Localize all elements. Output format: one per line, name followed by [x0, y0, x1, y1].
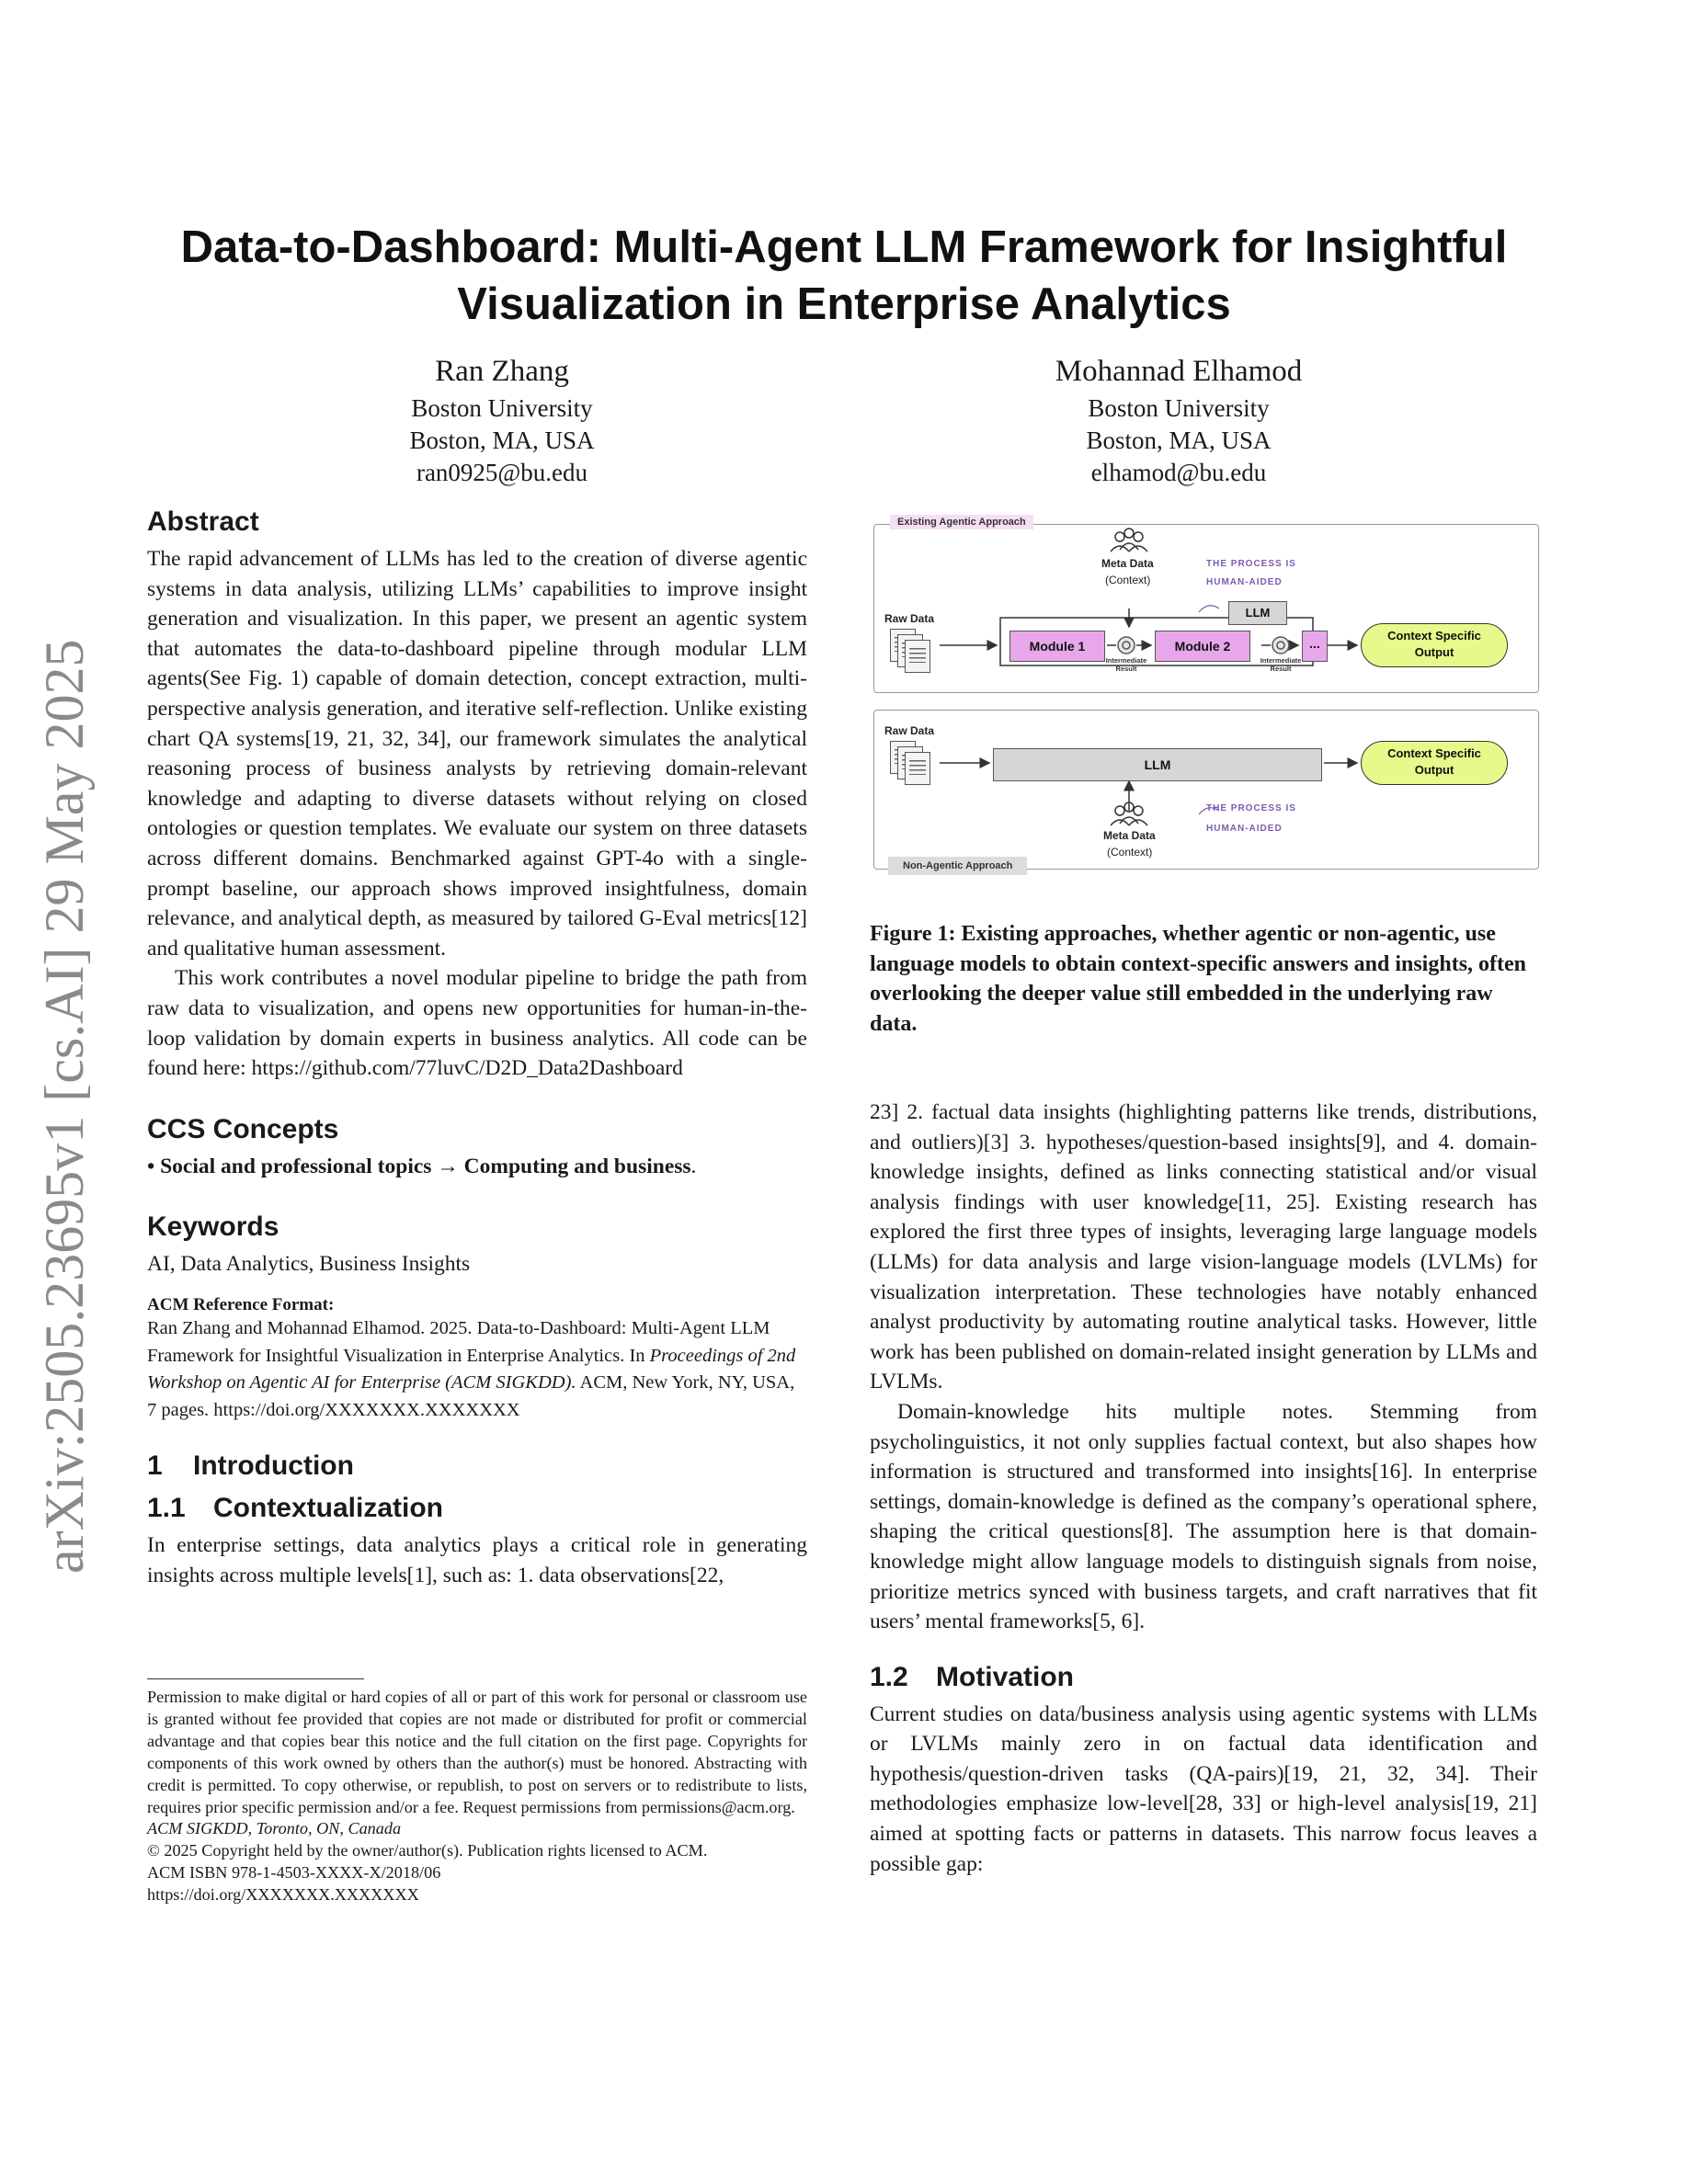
figure-1-diagram — [862, 511, 1543, 875]
output-label-line-1: Context Specific — [1387, 629, 1481, 643]
abstract-heading: Abstract — [147, 506, 259, 537]
keywords-text: AI, Data Analytics, Business Insights — [147, 1252, 471, 1277]
footnote-isbn: ACM ISBN 978-1-4503-XXXX-X/2018/06 — [147, 1863, 441, 1883]
module-1-box: Module 1 — [1009, 631, 1105, 662]
right-column — [870, 1098, 1537, 1879]
result-label: Result — [1270, 665, 1292, 673]
section-title: Motivation — [936, 1661, 1074, 1692]
author-affiliation: Boston University — [411, 394, 593, 422]
footnote-doi[interactable]: https://doi.org/XXXXXXX.XXXXXXX — [147, 1885, 419, 1905]
right-paragraph-1: 23] 2. factual data insights (highlighting patterns like trends, distributions, and outliers)[3] 3. hypotheses/question-based insights[9], and 4. domain-knowledge insights, defined as links connecting statistical and/or visual analysis findings with user knowledge[11, 25]. Existing research has explored the first three types of insights, leveraging large language models (LLMs) for data analysis and large vision-language models (LVLMs) for visualization interpretation. These technologies have notably enhanced analyst productivity by automating routine analytical tasks. However, little work has been published on domain-related insight generation by LLMs and LVLMs. — [870, 1100, 1537, 1394]
section-number: 1.2 — [870, 1661, 908, 1692]
context-specific-output-top — [1361, 623, 1508, 667]
section-title: Contextualization — [213, 1493, 444, 1524]
author-email[interactable]: elhamod@bu.edu — [1090, 459, 1267, 486]
human-aided-note-line-1: THE PROCESS IS — [1206, 559, 1296, 569]
output-label-line-1: Context Specific — [1387, 746, 1481, 760]
footnote-venue: ACM SIGKDD, Toronto, ON, Canada — [147, 1819, 402, 1838]
intermediate-result-label-2 — [1258, 656, 1304, 673]
section-introduction — [147, 1448, 807, 1484]
left-column — [147, 504, 807, 1591]
author-location: Boston, MA, USA — [1086, 427, 1272, 454]
ccs-concepts — [147, 1152, 807, 1182]
author-affiliation: Boston University — [1088, 394, 1270, 422]
section-number: 1.1 — [147, 1493, 186, 1524]
permission-footnote — [147, 1687, 807, 1906]
acm-ref-venue: Proceedings of 2nd Workshop on Agentic AI for Enterprise (ACM SIGKDD). — [147, 1345, 796, 1393]
footnote-rule — [147, 1678, 364, 1679]
ccs-concept-text: Social and professional topics → Computing and business — [160, 1154, 691, 1178]
section-number: 1 — [147, 1450, 163, 1482]
section-title: Introduction — [193, 1450, 354, 1482]
ccs-bullet: • — [147, 1154, 161, 1178]
author-1 — [318, 351, 686, 489]
author-email[interactable]: ran0925@bu.edu — [416, 459, 588, 486]
context-label: (Context) — [1105, 574, 1151, 586]
meta-data-label-2: Meta Data — [1103, 829, 1156, 842]
abstract-paragraph-1: The rapid advancement of LLMs has led to the creation of diverse agentic systems in data analysis, utilizing LLMs’ capabilities to improve insight generation and visualization. In this paper, we present an agentic system that automates the data-to-dashboard pipeline through modular LLM agents(See Fig. 1) capable of domain detection, concept extraction, multi-perspective analysis generation, and iterative self-reflection. Unlike existing chart QA systems[19, 21, 32, 34], our framework simulates the analytical reasoning process of business analysts by retrieving domain-relevant knowledge and adapting to diverse datasets without relying on closed ontologies or question templates. We evaluate our system on three datasets across different domains. Benchmarked against GPT-4o with a single-prompt baseline, our approach shows improved insightfulness, domain relevance, and analytical depth, as measured by tailored G-Eval metrics[12] and qualitative human assessment. — [147, 547, 807, 961]
footnote-copyright: © 2025 Copyright held by the owner/author(s). Publication rights licensed to ACM. — [147, 1841, 708, 1860]
intermediate-label: Intermediate — [1105, 656, 1147, 665]
document-icon — [905, 640, 930, 673]
output-label-line-2: Output — [1414, 645, 1454, 659]
acm-ref-heading: ACM Reference Format: — [147, 1294, 335, 1314]
nonagentic-approach-tag: Non-Agentic Approach — [888, 857, 1027, 875]
human-aided-note-line-1: THE PROCESS IS — [1206, 803, 1296, 813]
intermediate-result-icon-1 — [1118, 637, 1135, 654]
intermediate-label: Intermediate — [1260, 656, 1302, 665]
ccs-heading: CCS Concepts — [147, 1113, 339, 1144]
human-aided-note-line-2: HUMAN-AIDED — [1206, 577, 1283, 587]
ccs-period: . — [690, 1154, 697, 1178]
intermediate-result-icon-2 — [1272, 637, 1289, 654]
meta-data-label: Meta Data — [1101, 557, 1154, 570]
section-motivation — [870, 1659, 1537, 1696]
keywords-heading: Keywords — [147, 1211, 279, 1243]
footnote-permission: Permission to make digital or hard copies of all or part of this work for personal or classroom use is granted without fee provided that copies are not made or distributed for profit or commercial advantage and that copies bear this notice and the full citation on the first page. Copyrights for components of this work owned by others than the author(s) must be honored. Abstracting with credit is permitted. To copy otherwise, or republish, to post on servers or to redistribute to lists, requires prior specific permission and/or a fee. Request permissions from permissions@acm.org. — [147, 1688, 807, 1816]
module-2-box: Module 2 — [1155, 631, 1250, 662]
author-location: Boston, MA, USA — [409, 427, 595, 454]
motivation-paragraph: Current studies on data/business analysis using agentic systems with LLMs or LVLMs mainly zero in on factual data identification and hypothesis/question-driven tasks (QA-pairs)[19, 21, 32, 34]. Their methodologies emphasize low-level[28, 33] or high-level analysis[19, 21] aimed at spotting facts or patterns in datasets. This narrow focus leaves a possible gap: — [870, 1701, 1537, 1876]
context-specific-output-bottom — [1361, 741, 1508, 785]
intermediate-result-label-1 — [1103, 656, 1149, 673]
acm-ref-publisher: ACM, New York, NY, USA, 7 pages. https://doi.org/XXXXXXX.XXXXXXX — [147, 1372, 795, 1420]
author-name: Ran Zhang — [435, 355, 569, 388]
paper-title: Data-to-Dashboard: Multi-Agent LLM Framework for Insightful Visualization in Enterprise Analytics — [180, 222, 1508, 329]
result-label: Result — [1115, 665, 1137, 673]
people-icon-top — [1111, 529, 1147, 552]
output-label-line-2: Output — [1414, 763, 1454, 777]
more-modules-box: ... — [1302, 631, 1328, 662]
author-name: Mohannad Elhamod — [1055, 355, 1303, 388]
section-contextualization — [147, 1490, 807, 1527]
figure-1-caption: Figure 1: Existing approaches, whether agentic or non-agentic, use language models to obtain context-specific answers and insights, often overlooking the deeper value still embedded in the underlying raw data. — [870, 922, 1527, 1036]
context-paragraph-1: In enterprise settings, data analytics plays a critical role in generating insights across multiple levels[1], such as: 1. data observations[22, — [147, 1533, 807, 1587]
arxiv-stamp: arXiv:2505.23695v1 [cs.AI] 29 May 2025 — [34, 639, 95, 1574]
abstract-paragraph-2: This work contributes a novel modular pipeline to bridge the path from raw data to visualization, and opens new opportunities for human-in-the-loop validation by domain experts in business analytics. All code can be found here: https://github.com/77luvC/D2D_Data2Dashboard — [147, 966, 807, 1081]
context-label-2: (Context) — [1107, 846, 1153, 859]
llm-box-small: LLM — [1228, 601, 1287, 625]
document-icon — [905, 752, 930, 785]
human-aided-note-line-2: HUMAN-AIDED — [1206, 824, 1283, 834]
raw-data-label-2: Raw Data — [884, 724, 935, 737]
llm-box-large: LLM — [993, 748, 1322, 781]
acm-ref-text — [147, 1315, 807, 1424]
raw-data-label: Raw Data — [884, 612, 935, 625]
agentic-approach-tag: Existing Agentic Approach — [890, 515, 1033, 529]
figure-connectors — [862, 511, 1543, 875]
author-2 — [995, 351, 1363, 489]
acm-ref-citation: Ran Zhang and Mohannad Elhamod. 2025. Data-to-Dashboard: Multi-Agent LLM Framework for Insightful Visualization in Enterprise Analytics. In — [147, 1318, 770, 1366]
right-paragraph-2: Domain-knowledge hits multiple notes. Stemming from psycholinguistics, it not only supplies factual context, but also shapes how information is structured and transformed into insights[16]. In enterprise settings, domain-knowledge is defined as the company’s operational sphere, shaping the critical questions[8]. The assumption here is that domain-knowledge might allow language models to distinguish signals from noise, prioritize metrics synced with business targets, and craft narratives that fit users’ mental frameworks[5, 6]. — [870, 1399, 1537, 1634]
squiggle-top — [1199, 606, 1219, 612]
